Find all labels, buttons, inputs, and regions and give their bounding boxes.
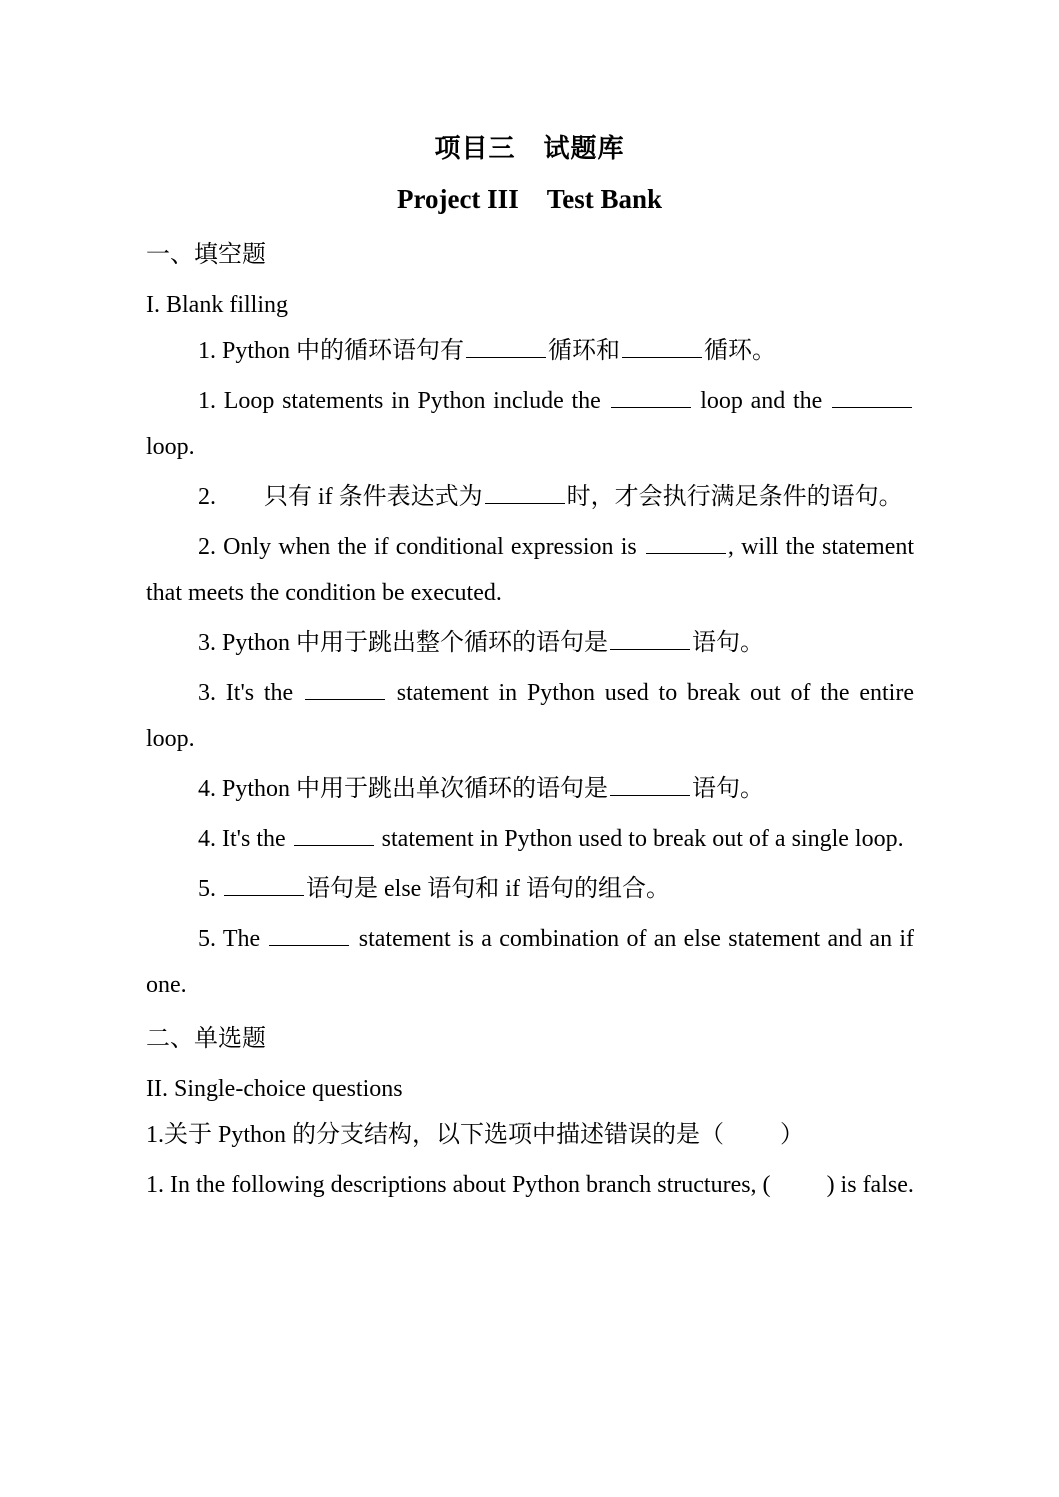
title-english	[0, 184, 1059, 215]
answer-blank	[611, 385, 691, 408]
question3-en: 3. It's the statement in Python used to break out of the entire loop.	[146, 670, 914, 762]
question4-en: 4. It's the statement in Python used to break out of a single loop.	[146, 816, 914, 862]
choice-question1-en: 1. In the following descriptions about Python branch structures, ( ) is false.	[146, 1172, 914, 1198]
section2-heading-en: II. Single-choice questions	[146, 1076, 403, 1102]
question1-en: 1. Loop statements in Python include the loop and the loop.	[146, 378, 914, 470]
answer-blank	[610, 627, 690, 650]
title-cn-right: 试题库	[543, 134, 625, 163]
question2-cn: 2. 只有 if 条件表达式为 时，才会执行满足条件的语句。	[146, 474, 914, 520]
choice-question1-cn: 1.关于 Python 的分支结构，以下选项中描述错误的是（ ）	[146, 1122, 805, 1148]
question1-cn: 1. Python 中的循环语句有 循环和 循环。	[146, 328, 914, 374]
question2-en: 2. Only when the if conditional expression is , will the statement that meets the condition be executed.	[146, 524, 914, 616]
section1-heading-en: I. Blank filling	[146, 292, 288, 318]
answer-blank	[622, 335, 702, 358]
answer-blank	[224, 873, 304, 896]
question4-cn: 4. Python 中用于跳出单次循环的语句是 语句。	[146, 766, 914, 812]
answer-blank	[466, 335, 546, 358]
question5-en: 5. The statement is a combination of an else statement and an if one.	[146, 916, 914, 1008]
title-chinese	[0, 128, 1059, 165]
answer-blank	[832, 385, 912, 408]
title-en-left: Project III	[396, 184, 519, 214]
title-en-right: Test Bank	[546, 184, 663, 214]
section2-heading-cn: 二、单选题	[146, 1026, 266, 1052]
answer-blank	[269, 923, 349, 946]
answer-blank	[294, 823, 374, 846]
section1-heading-cn: 一、填空题	[146, 242, 266, 268]
question3-cn: 3. Python 中用于跳出整个循环的语句是 语句。	[146, 620, 914, 666]
answer-blank	[485, 481, 565, 504]
document-body	[146, 228, 914, 1212]
answer-blank	[610, 773, 690, 796]
answer-blank	[646, 531, 726, 554]
answer-blank	[305, 677, 385, 700]
question5-cn: 5. 语句是 else 语句和 if 语句的组合。	[146, 866, 914, 912]
title-cn-left: 项目三	[434, 134, 516, 163]
